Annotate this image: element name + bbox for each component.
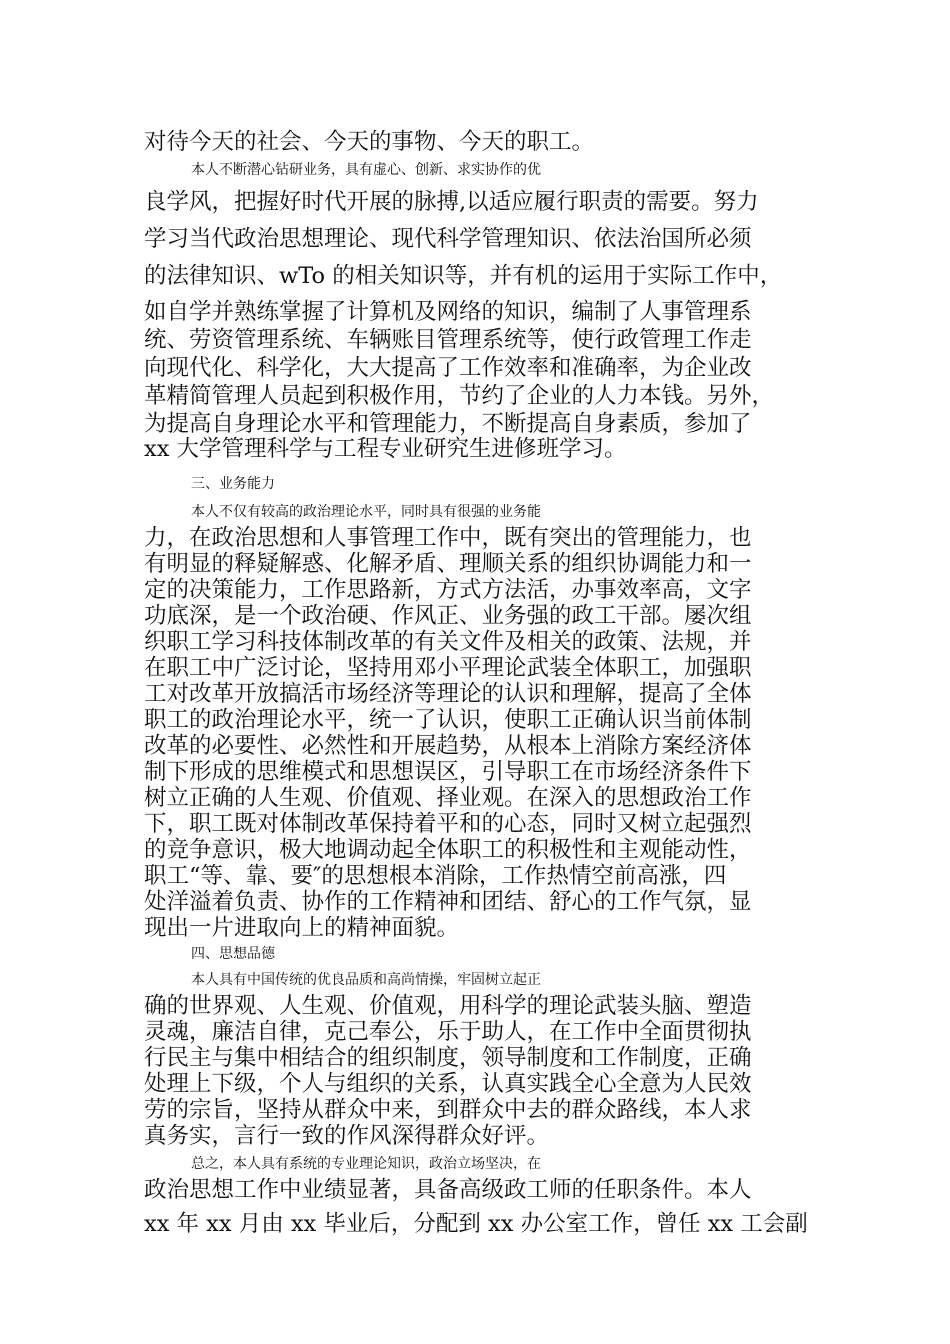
text-line: 现出一片进取向上的精神面貌。 — [144, 915, 460, 941]
text-line: 职工的政治理论水平，统一了认识，使职工正确认识当前体制 — [144, 707, 752, 733]
text-line: 树立正确的人生观、价值观、择业观。在深入的思想政治工作 — [144, 785, 752, 811]
text-line: 学习当代政治思想理论、现代科学管理知识、依法治国所必须 — [144, 226, 752, 252]
text-line: 在职工中广泛讨论，坚持用邓小平理论武装全体职工，加强职 — [144, 655, 752, 681]
text-line: 向现代化、科学化，大大提高了工作效率和准确率，为企业改 — [144, 355, 752, 381]
text-line: 为提高自身理论水平和管理能力，不断提高自身素质，参加了 — [144, 411, 752, 437]
paragraph-start-line: 本人具有中国传统的优良品质和高尚情操，牢固树立起正 — [191, 972, 541, 988]
text-line: 劳的宗旨，坚持从群众中来，到群众中去的群众路线，本人求 — [144, 1097, 752, 1123]
paragraph-start-line: 总之，本人具有系统的专业理论知识，政治立场坚决，在 — [191, 1156, 541, 1172]
text-line: 功底深，是一个政治硬、作风正、业务强的政工干部。屡次组 — [144, 603, 752, 629]
text-line: 如自学并熟练掌握了计算机及网络的知识，编制了人事管理系 — [144, 299, 752, 325]
text-line: 革精简管理人员起到积极作用，节约了企业的人力本钱。另外， — [144, 383, 775, 409]
text-line: 统、劳资管理系统、车辆账目管理系统等，使行政管理工作走 — [144, 327, 752, 353]
text-line: xx 大学管理科学与工程专业研究生进修班学习。 — [144, 436, 627, 462]
text-line: xx 年 xx 月由 xx 毕业后，分配到 xx 办公室工作，曾任 xx 工会副 — [144, 1211, 808, 1237]
text-line: 织职工学习科技体制改革的有关文件及相关的政策、法规，并 — [144, 629, 752, 655]
text-line: 真务实，言行一致的作风深得群众好评。 — [144, 1123, 550, 1149]
text-line: 灵魂，廉洁自律，克己奉公，乐于助人，在工作中全面贯彻执 — [144, 1019, 752, 1045]
text-line: 处理上下级，个人与组织的关系，认真实践全心全意为人民效 — [144, 1071, 752, 1097]
section-heading-business-ability: 三、业务能力 — [191, 476, 275, 492]
text-line: 职工“等、靠、要″的思想根本消除，工作热情空前高涨，四 — [144, 863, 727, 889]
paragraph-start-line: 本人不断潜心钻研业务，具有虚心、创新、求实协作的优 — [191, 162, 541, 178]
text-line: 良学风，把握好时代开展的脉搏,以适应履行职责的需要。努力 — [144, 189, 759, 215]
text-line: 对待今天的社会、今天的事物、今天的职工。 — [144, 129, 595, 155]
text-line: 政治思想工作中业绩显著，具备高级政工师的任职条件。本人 — [144, 1177, 752, 1203]
text-line: 制下形成的思维模式和思想误区，引导职工在市场经济条件下 — [144, 759, 752, 785]
text-line: 定的决策能力，工作思路新，方式方法活，办事效率高，文字 — [144, 577, 752, 603]
text-line: 确的世界观、人生观、价值观，用科学的理论武装头脑、塑造 — [144, 993, 752, 1019]
text-line: 处洋溢着负责、协作的工作精神和团结、舒心的工作气氛，显 — [144, 889, 752, 915]
text-line: 的竞争意识，极大地调动起全体职工的积极性和主观能动性， — [144, 837, 752, 863]
text-line: 行民主与集中相结合的组织制度，领导制度和工作制度，正确 — [144, 1045, 752, 1071]
text-line: 工对改革开放搞活市场经济等理论的认识和理解，提高了全体 — [144, 681, 752, 707]
paragraph-start-line: 本人不仅有较高的政治理论水平，同时具有很强的业务能 — [191, 504, 541, 520]
text-line: 有明显的释疑解惑、化解矛盾、理顺关系的组织协调能力和一 — [144, 551, 752, 577]
text-line: 改革的必要性、必然性和开展趋势，从根本上消除方案经济体 — [144, 733, 752, 759]
text-line: 下，职工既对体制改革保持着平和的心态，同时又树立起强烈 — [144, 811, 752, 837]
text-line: 力，在政治思想和人事管理工作中，既有突出的管理能力，也 — [144, 525, 752, 551]
text-line: 的法律知识、wTo 的相关知识等，并有机的运用于实际工作中， — [144, 263, 783, 289]
section-heading-ideological-character: 四、思想品德 — [191, 946, 275, 962]
